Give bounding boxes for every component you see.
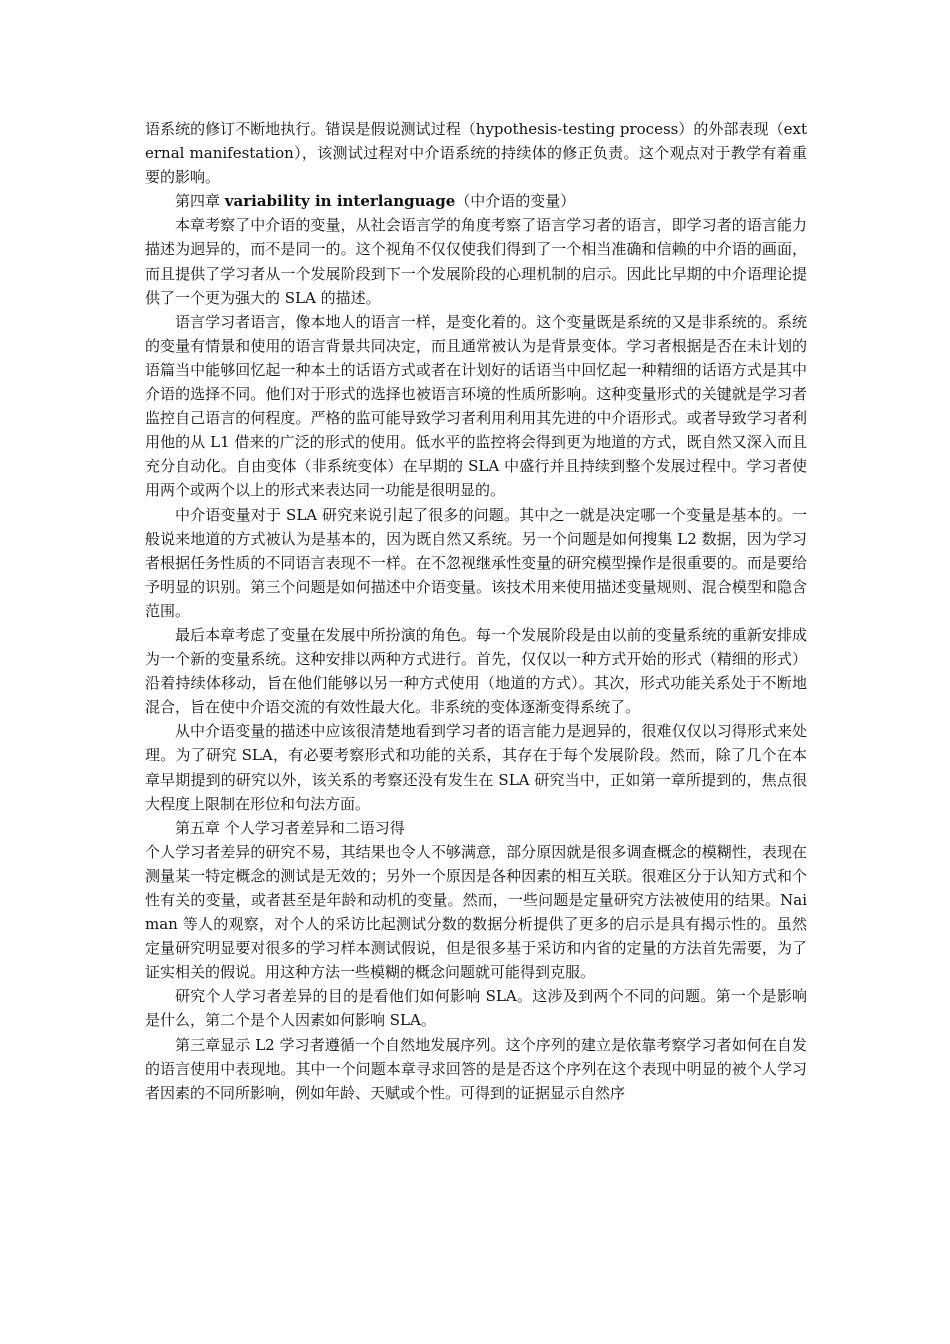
- chapter-five-heading: 第五章 个人学习者差异和二语习得: [175, 818, 405, 837]
- paragraph: 本章考察了中介语的变量，从社会语言学的角度考察了语言学习者的语言，即学习者的语言能力描述为迥异的，而不是同一的。这个视角不仅仅使我们得到了一个相当准确和信赖的中介语的画面，而且提供了学习者从一个发展阶段到下一个发展阶段的心理机制的启示。因此比早期的中介语理论提供了一个更为强大的 SLA 的描述。: [145, 216, 807, 307]
- chapter-four-heading: [145, 189, 807, 213]
- paragraph: 中介语变量对于 SLA 研究来说引起了很多的问题。其中之一就是决定哪一个变量是基本的。一般说来地道的方式被认为是基本的，因为既自然又系统。另一个问题是如何搜集 L2 数据，因为学习者根据任务性质的不同语言表现不一样。在不忽视继承性变量的研究模型操作是很重要的。而是要给予明显的识别。第三个问题是如何描述中介语变量。该技术用来使用描述变量规则、混合模型和隐含范围。: [145, 505, 807, 620]
- heading-suffix: （中介语的变量）: [455, 192, 576, 211]
- paragraph: 语系统的修订不断地执行。错误是假说测试过程（hypothesis-testing process）的外部表现（external manifestation），该测试过程对中介语系统的持续体的修正负责。这个观点对于教学有着重要的影响。: [145, 120, 807, 187]
- paragraph: 最后本章考虑了变量在发展中所扮演的角色。每一个发展阶段是由以前的变量系统的重新安排成为一个新的变量系统。这种安排以两种方式进行。首先，仅仅以一种方式开始的形式（精细的形式）沿着持续体移动，旨在他们能够以另一种方式使用（地道的方式）。其次，形式功能关系处于不断地混合，旨在使中介语交流的有效性最大化。非系统的变体逐渐变得系统了。: [145, 625, 807, 717]
- heading-bold-title: variability in interlanguage: [224, 192, 456, 211]
- paragraph: 从中介语变量的描述中应该很清楚地看到学习者的语言能力是迥异的，很难仅仅以习得形式来处理。为了研究 SLA，有必要考察形式和功能的关系，其存在于每个发展阶段。然而，除了几个在本章早期提到的研究以外，该关系的考察还没有发生在 SLA 研究当中，正如第一章所提到的，焦点很大程度上限制在形位和句法方面。: [145, 722, 807, 813]
- document-page: [145, 117, 807, 1105]
- paragraph: 个人学习者差异的研究不易，其结果也令人不够满意，部分原因就是很多调查概念的模糊性，表现在测量某一特定概念的测试是无效的；另外一个原因是各种因素的相互关联。很难区分于认知方式和个性有关的变量，或者甚至是年龄和动机的变量。然而，一些问题是定量研究方法被使用的结果。Naiman 等人的观察，对个人的采访比起测试分数的数据分析提供了更多的启示是具有揭示性的。虽然定量研究明显要对很多的学习样本测试假说，但是很多基于采访和内省的定量的方法首先需要，为了证实相关的假说。用这种方法一些模糊的概念问题就可能得到克服。: [145, 842, 807, 982]
- heading-prefix: 第四章: [175, 192, 225, 211]
- paragraph: 研究个人学习者差异的目的是看他们如何影响 SLA。这涉及到两个不同的问题。第一个是影响是什么，第二个是个人因素如何影响 SLA。: [145, 987, 807, 1030]
- paragraph: 第三章显示 L2 学习者遵循一个自然地发展序列。这个序列的建立是依靠考察学习者如何在自发的语言使用中表现地。其中一个问题本章寻求回答的是是否这个序列在这个表现中明显的被个人学习者因素的不同所影响，例如年龄、天赋或个性。可得到的证据显示自然序: [145, 1035, 807, 1102]
- paragraph: 语言学习者语言，像本地人的语言一样，是变化着的。这个变量既是系统的又是非系统的。系统的变量有情景和使用的语言背景共同决定，而且通常被认为是背景变体。学习者根据是否在未计划的语篇当中能够回忆起一种本土的话语方式或者在计划好的话语当中回忆起一种精细的话语方式是其中介语的选择不同。他们对于形式的选择也被语言环境的性质所影响。这种变量形式的关键就是学习者监控自己语言的何程度。严格的监可能导致学习者利用利用其先进的中介语形式。或者导致学习者利用他的从 L1 借来的广泛的形式的使用。低水平的监控将会得到更为地道的方式，既自然又深入而且充分自动化。自由变体（非系统变体）在早期的 SLA 中盛行并且持续到整个发展过程中。学习者使用两个或两个以上的形式来表达同一功能是很明显的。: [145, 312, 807, 500]
